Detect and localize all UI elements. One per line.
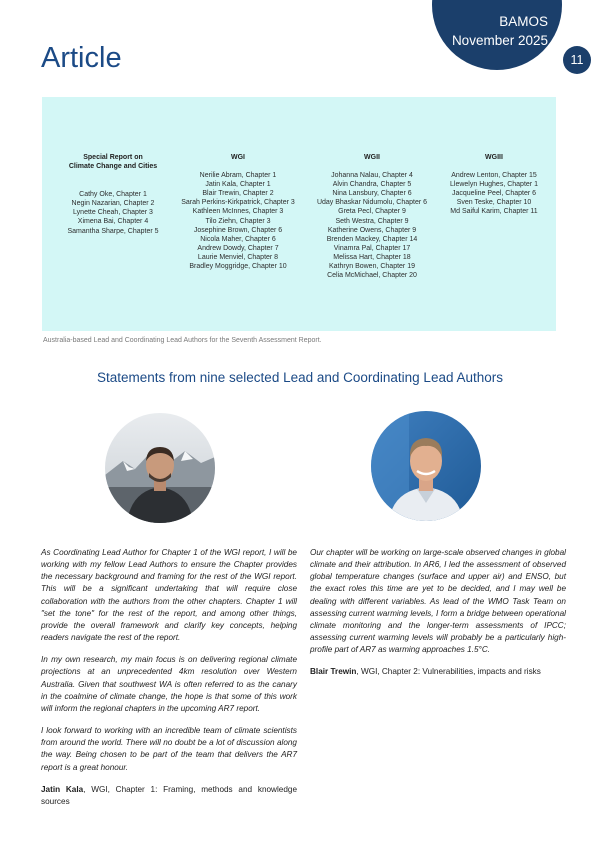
author-entry: Uday Bhaskar Nidumolu, Chapter 6	[316, 199, 428, 207]
jatin-kala-role: , WGI, Chapter 1: Framing, methods and knowledge sources	[41, 784, 297, 806]
author-entry: Josephine Brown, Chapter 6	[193, 226, 283, 234]
author-entry: Tilo Ziehn, Chapter 3	[205, 217, 271, 225]
author-entry: Negin Nazarian, Chapter 2	[71, 200, 155, 208]
wg2-heading: WGII	[364, 154, 380, 161]
author-entry: Samantha Sharpe, Chapter 5	[67, 227, 159, 235]
special-report-authors	[56, 190, 170, 235]
author-entry: Andrew Lenton, Chapter 15	[451, 172, 537, 180]
author-entry: Nicola Maher, Chapter 6	[200, 235, 276, 243]
author-entry: Cathy Oke, Chapter 1	[79, 191, 147, 199]
author-entry: Llewelyn Hughes, Chapter 1	[450, 181, 538, 189]
wg3-heading: WGIII	[485, 154, 503, 161]
jatin-kala-paragraphs	[41, 547, 297, 774]
section-title: Article	[41, 42, 122, 74]
author-entry: Celia McMichael, Chapter 20	[327, 272, 417, 280]
special-report-heading-line1: Special Report on	[83, 154, 143, 161]
wg1-column	[180, 153, 296, 271]
author-entry: Bradley Moggridge, Chapter 10	[189, 263, 287, 271]
author-entry: Jatin Kala, Chapter 1	[205, 181, 271, 189]
author-entry: Lynette Cheah, Chapter 3	[73, 209, 153, 217]
wg3-authors	[436, 171, 552, 216]
author-entry: Nerilie Abram, Chapter 1	[199, 172, 277, 180]
statements-heading: Statements from nine selected Lead and Coordinating Lead Authors	[96, 370, 503, 385]
publication-name: BAMOS	[499, 14, 548, 29]
author-entry: Johanna Nalau, Chapter 4	[331, 172, 413, 180]
statement-paragraph: In my own research, my main focus is on delivering regional climate projections at an unprecedented 4km resolution over Western Australia. Given that southwest WA is often referred to as the canary in the coalmine of climate change, the hope is that some of this work will inform the regional chapters in the upcoming AR7 report.	[41, 655, 297, 713]
blair-trewin-signature	[310, 666, 566, 678]
author-entry: Kathleen McInnes, Chapter 3	[192, 208, 284, 216]
jatin-kala-statement	[41, 547, 297, 818]
author-entry: Sarah Perkins-Kirkpatrick, Chapter 3	[181, 199, 295, 207]
author-entry: Seth Westra, Chapter 9	[335, 217, 409, 225]
blair-trewin-name: Blair Trewin	[310, 667, 357, 677]
author-entry: Jacqueline Peel, Chapter 6	[451, 190, 537, 198]
authors-box-caption: Australia-based Lead and Coordinating Lead Authors for the Seventh Assessment Report.	[43, 337, 322, 344]
special-report-heading	[56, 153, 170, 171]
issue-date: November 2025	[451, 33, 548, 48]
wg1-heading: WGI	[231, 154, 245, 161]
author-entry: Katherine Owens, Chapter 9	[327, 226, 417, 234]
author-entry: Sven Teske, Chapter 10	[456, 199, 532, 207]
author-entry: Melissa Hart, Chapter 18	[333, 253, 411, 261]
jatin-kala-signature	[41, 784, 297, 808]
blair-trewin-role: , WGI, Chapter 2: Vulnerabilities, impacts and risks	[356, 667, 541, 677]
author-entry: Brenden Mackey, Chapter 14	[326, 235, 418, 243]
author-entry: Kathryn Bowen, Chapter 19	[329, 263, 415, 271]
wg2-authors	[309, 171, 435, 280]
author-entry: Andrew Dowdy, Chapter 7	[197, 244, 279, 252]
author-entry: Blair Trewin, Chapter 2	[202, 190, 274, 198]
author-entry: Md Saiful Karim, Chapter 11	[450, 208, 538, 216]
author-entry: Vinamra Pal, Chapter 17	[333, 244, 411, 252]
page-number: 11	[563, 46, 591, 74]
blair-trewin-statement	[310, 547, 566, 689]
blair-trewin-paragraphs	[310, 547, 566, 656]
statement-paragraph: I look forward to working with an incredible team of climate scientists from around the world. There will no doubt be a lot of discussion along the way. Being chosen to be part of the team that delivers the AR7 report is a great honour.	[41, 726, 297, 772]
author-entry: Laurie Menviel, Chapter 8	[197, 253, 279, 261]
statement-paragraph: As Coordinating Lead Author for Chapter 1 of the WGI report, I will be working with my fellow Lead Authors to ensure the Chapter provides the necessary background and framing for the rest of the WGI report. This will be a significant undertaking that will require close collaboration with the authors from the other chapters. Chapter 1 will "set the tone" for the rest of the report, and among other things, provide the overall framework and clarify key concepts, helping readers navigate the rest of the report.	[41, 548, 297, 643]
special-report-heading-line2: Climate Change and Cities	[68, 163, 158, 171]
blair-trewin-photo	[371, 411, 481, 521]
jatin-kala-photo	[105, 413, 215, 523]
author-entry: Greta Pecl, Chapter 9	[338, 208, 406, 216]
author-entry: Nina Lansbury, Chapter 6	[332, 190, 412, 198]
author-entry: Ximena Bai, Chapter 4	[77, 218, 149, 226]
special-report-column	[56, 153, 170, 236]
statement-paragraph: Our chapter will be working on large-scale observed changes in global climate and their attribution. In AR6, I led the assessment of observed global temperature changes (surface and upper air) and ENSO, but the exact roles this time are yet to be decided, and I may well be dealing with different variables. As lead of the WMO Task Team on assessing current warming levels, I form a bridge between operational climate monitoring and the longer-term assessments of IPCC; assessing current warming levels will probably be a particularly high-profile part of AR7 as warming approaches 1.5°C.	[310, 548, 566, 655]
authors-box	[42, 97, 556, 331]
jatin-kala-name: Jatin Kala	[41, 784, 84, 794]
author-entry: Alvin Chandra, Chapter 5	[332, 181, 412, 189]
wg3-column	[436, 153, 552, 217]
wg2-column	[309, 153, 435, 280]
wg1-authors	[180, 171, 296, 271]
header-badge-text	[452, 12, 548, 50]
